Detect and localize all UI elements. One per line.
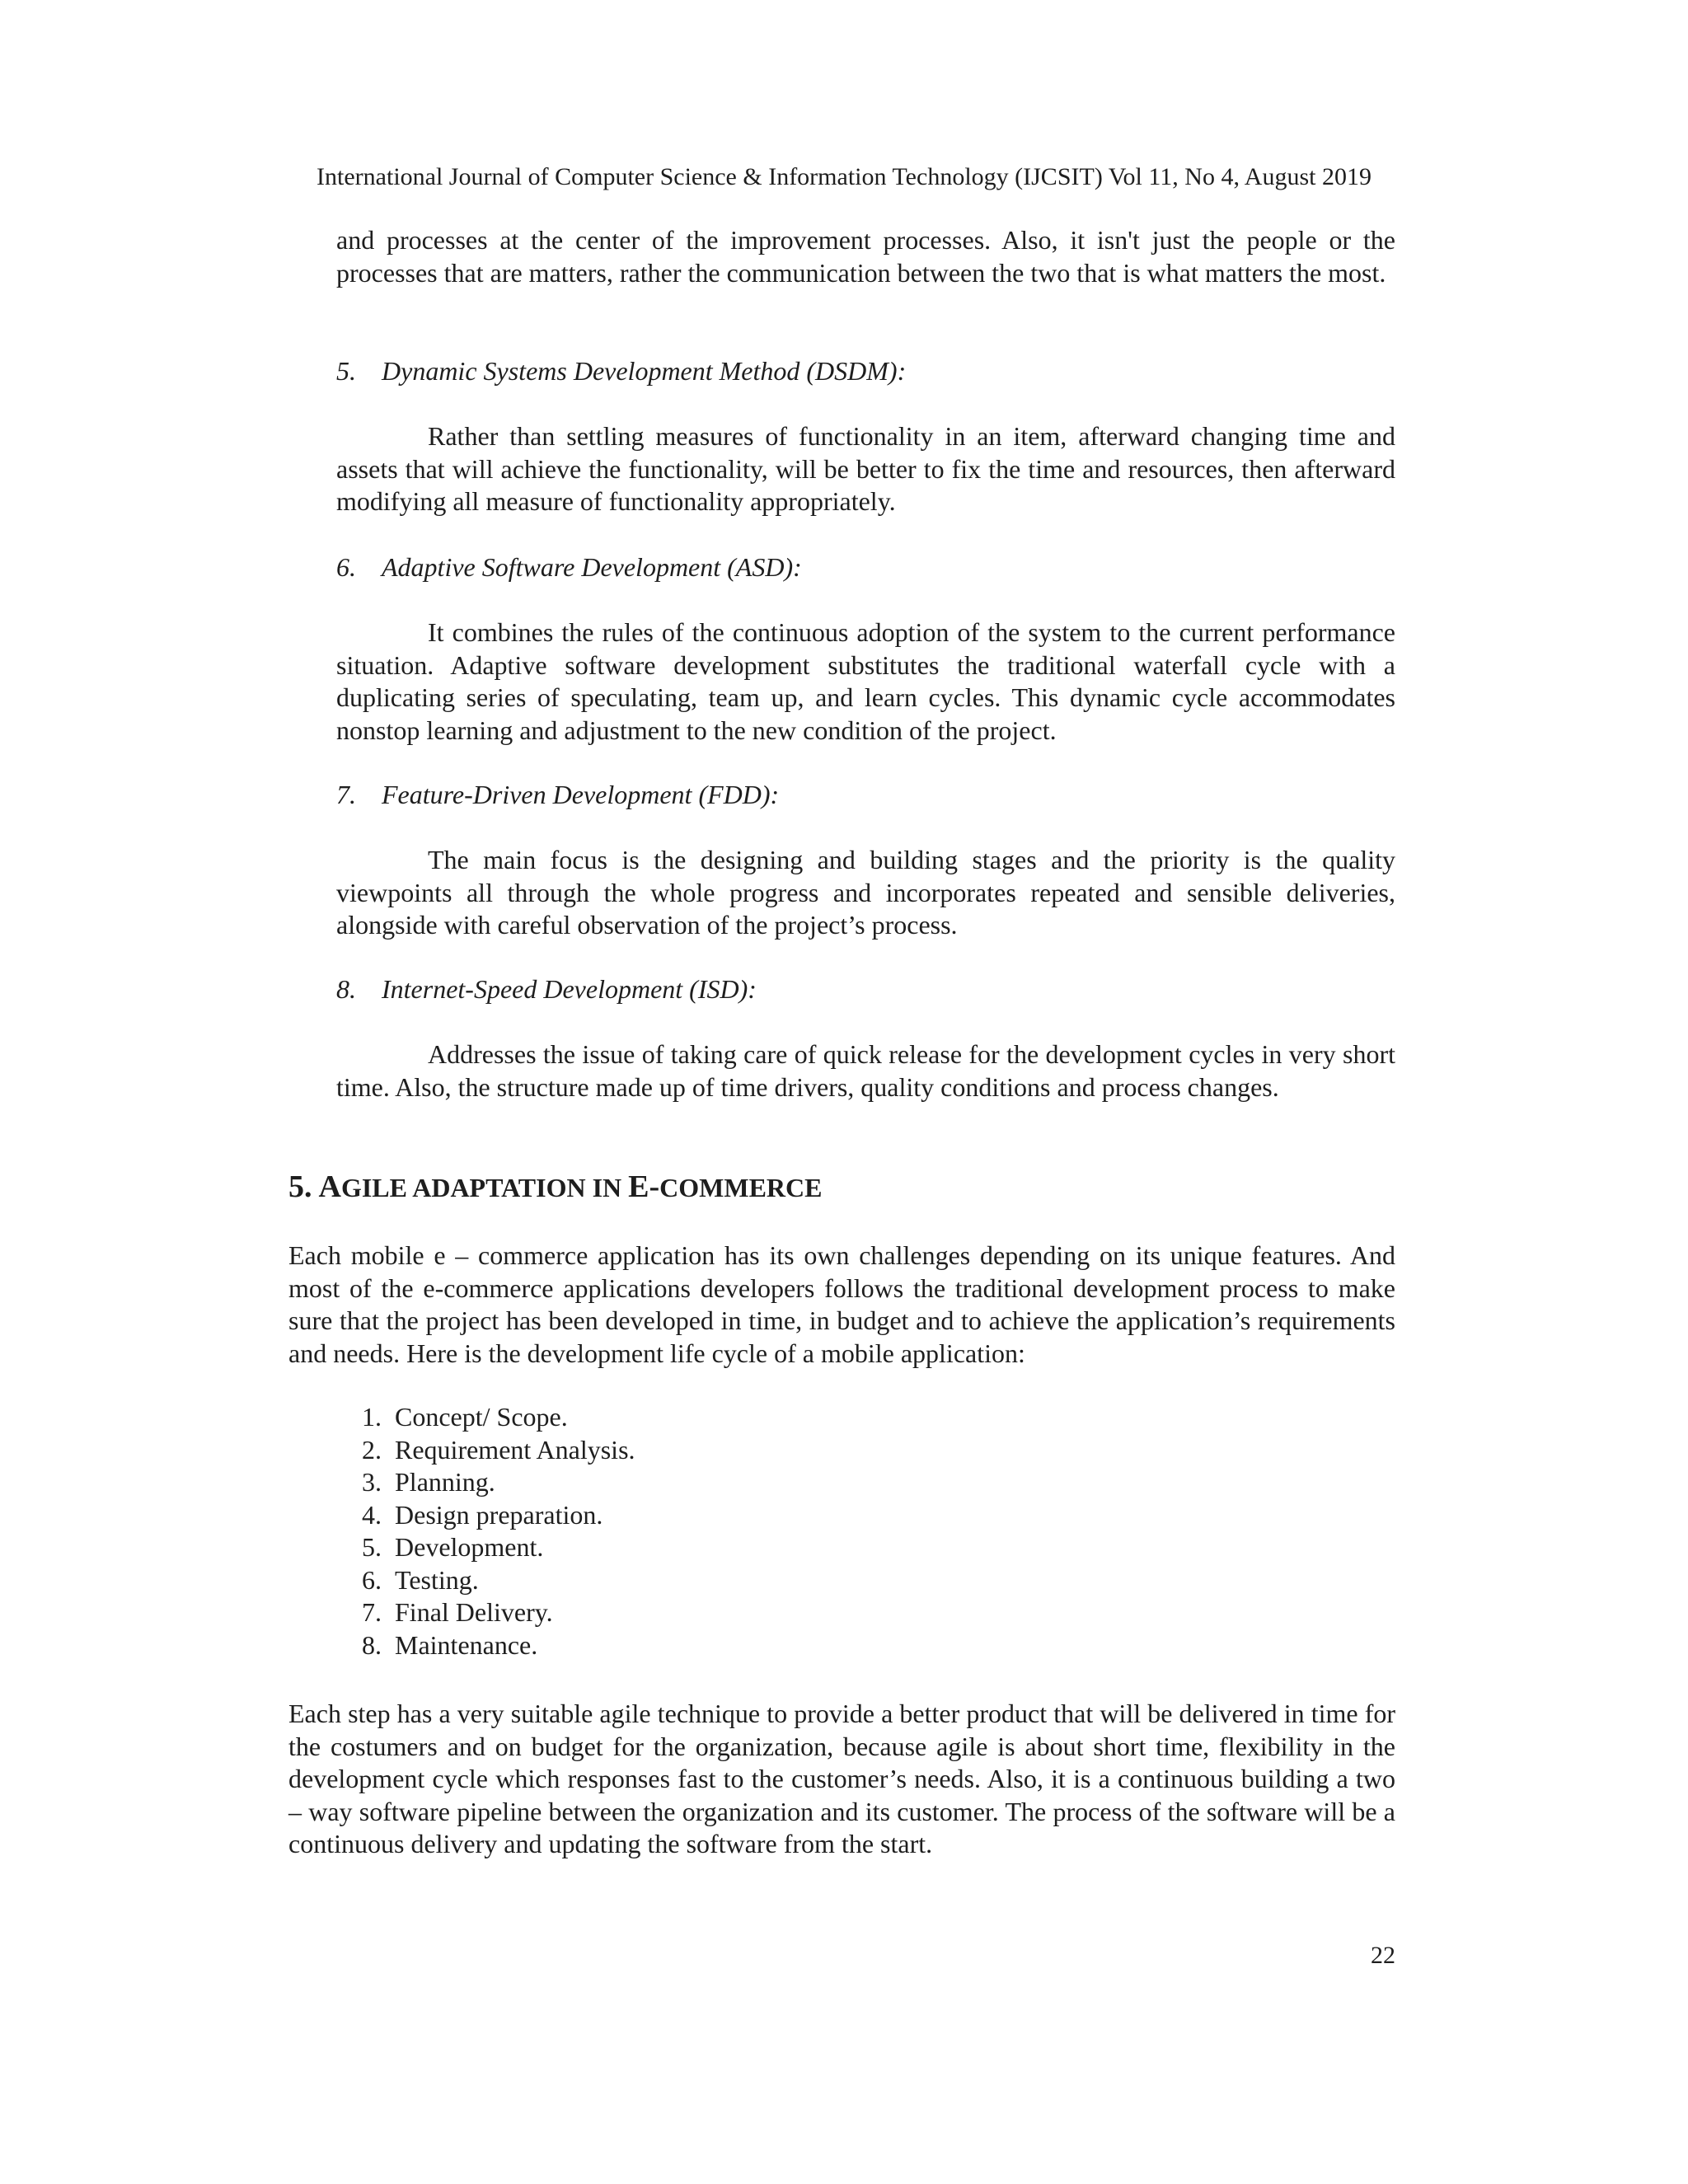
list-item-label: Requirement Analysis. [395,1434,635,1465]
section-title-initial: A [318,1169,341,1204]
method-body-text: The main focus is the designing and building stages and the priority is the quality viewpoints all through the whole progress and incorporates repeated and sensible deliveries, alongside with careful observation of the project’s process. [336,845,1395,940]
method-body-text: Addresses the issue of taking care of quick release for the development cycles in very short time. Also, the structure made up of time drivers, quality conditions and process changes. [336,1039,1395,1102]
list-item-label: Planning. [395,1467,495,1497]
list-item-label: Design preparation. [395,1499,603,1530]
method-heading-asd [336,551,802,583]
method-body-isd [336,1038,1395,1104]
section-paragraph-1 [288,1240,1395,1370]
section-title-dash: - [649,1169,660,1204]
section-title-e: E [628,1169,649,1204]
page-number: 22 [1371,1942,1395,1969]
method-title: Adaptive Software Development (ASD): [382,552,802,582]
method-number: 6. [336,552,356,582]
list-item [313,1466,635,1499]
list-item [313,1434,635,1467]
list-item [313,1629,635,1662]
method-number: 5. [336,356,356,386]
list-item-number: 8. [362,1629,382,1660]
section-heading [288,1170,822,1204]
list-item [313,1401,635,1434]
method-body-text: Rather than settling measures of functionality in an item, afterward changing time and assets that will achieve the functionality, will be better to fix the time and resources, then afterward modifying all measure of functionality appropriately. [336,421,1395,516]
list-item [313,1564,635,1597]
intro-paragraph-text: and processes at the center of the improvement processes. Also, it isn't just the people or the processes that are matters, rather the communication between the two that is what matters the most. [336,225,1395,288]
section-paragraph-2-text: Each step has a very suitable agile technique to provide a better product that will be delivered in time for the costumers and on budget for the organization, because agile is about short time, flexibility in the development cycle which responses fast to the customer’s needs. Also, it is a continuous building a two – way software pipeline between the organization and its customer. The process of the software will be a continuous delivery and updating the software from the start. [288,1699,1395,1858]
method-body-text: It combines the rules of the continuous adoption of the system to the current performance situation. Adaptive software development substitutes the traditional waterfall cycle with a duplicating series of speculating, team up, and learn cycles. This dynamic cycle accommodates nonstop learning and adjustment to the new condition of the project. [336,617,1395,745]
section-paragraph-1-text: Each mobile e – commerce application has its own challenges depending on its unique features. And most of the e-commerce applications developers follows the traditional development process to make sure that the project has been developed in time, in budget and to achieve the application’s requirements and needs. Here is the development life cycle of a mobile application: [288,1240,1395,1368]
running-header: International Journal of Computer Science & Information Technology (IJCSIT) Vol 11, No 4, August 2019 [316,163,1372,190]
section-title-rest: GILE ADAPTATION IN [340,1173,629,1202]
list-item [313,1499,635,1532]
list-item-number: 1. [362,1402,382,1432]
list-item-label: Final Delivery. [395,1597,553,1627]
method-body-fdd [336,844,1395,942]
list-item-label: Testing. [395,1564,479,1595]
section-paragraph-2 [288,1698,1395,1861]
method-body-asd [336,616,1395,747]
list-item-label: Development. [395,1532,544,1562]
method-title: Dynamic Systems Development Method (DSDM): [382,356,907,386]
method-title: Internet-Speed Development (ISD): [382,974,757,1004]
life-cycle-list [313,1401,635,1661]
list-item-label: Concept/ Scope. [395,1402,568,1432]
list-item-number: 6. [362,1564,382,1595]
list-item-number: 5. [362,1532,382,1562]
list-item [313,1596,635,1629]
list-item-number: 2. [362,1434,382,1465]
method-body-dsdm [336,420,1395,518]
method-heading-fdd [336,778,779,811]
list-item-number: 7. [362,1597,382,1627]
method-number: 7. [336,780,356,809]
section-number: 5. [288,1169,312,1204]
list-item-label: Maintenance. [395,1629,538,1660]
intro-paragraph [336,224,1395,289]
list-item [313,1531,635,1564]
list-item-number: 3. [362,1467,382,1497]
section-title-end: COMMERCE [659,1173,823,1202]
method-number: 8. [336,974,356,1004]
method-title: Feature-Driven Development (FDD): [382,780,780,809]
list-item-number: 4. [362,1499,382,1530]
method-heading-isd [336,972,757,1005]
method-heading-dsdm [336,354,906,387]
